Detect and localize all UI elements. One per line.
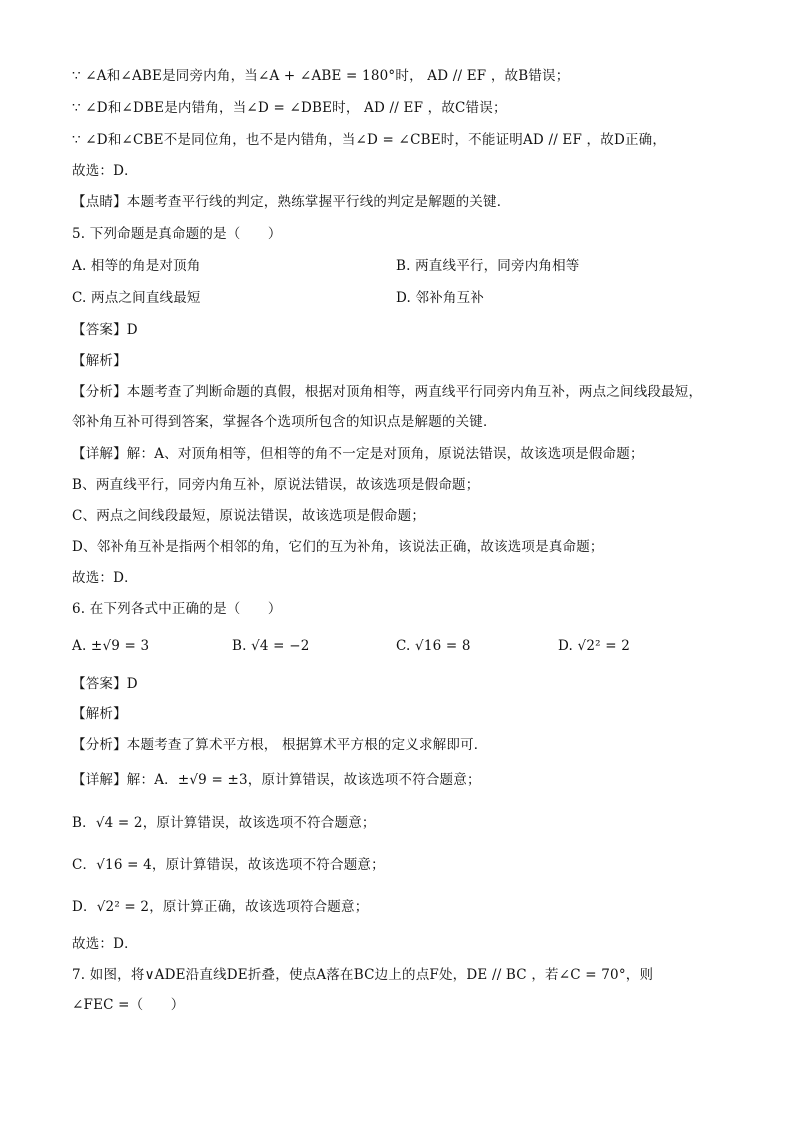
text-line: ∵ ∠A和∠ABE是同旁内角，当∠A + ∠ABE = 180°时， AD // EF ，故B错误； — [72, 68, 570, 84]
text-line: ∵ ∠D和∠DBE是内错角，当∠D = ∠DBE时， AD // EF ，故C错误； — [72, 100, 507, 116]
text-line: 【分析】本题考查了判断命题的真假，根据对顶角相等，两直线平行同旁内角互补，两点之间线段最短， — [72, 384, 703, 400]
analysis-label: 【解析】 — [72, 706, 127, 722]
q5-option-d: D. 邻补角互补 — [396, 290, 485, 306]
analysis-label: 【解析】 — [72, 353, 127, 369]
text-line: C、两点之间线段最短，原说法错误，故该选项是假命题； — [72, 508, 426, 524]
q6-option-a: A. ±√9 = 3 — [72, 638, 150, 654]
answer-label: 【答案】D — [72, 676, 138, 692]
q6-option-c: C. √16 = 8 — [396, 638, 471, 654]
q5-option-b: B. 两直线平行，同旁内角相等 — [396, 258, 580, 274]
q6-option-d: D. √2² = 2 — [558, 638, 631, 654]
question-7: 7. 如图，将∨ADE沿直线DE折叠，使点A落在BC边上的点F处，DE // BC ，若∠C = 70°，则 — [72, 967, 654, 983]
text-line: 邻补角互补可得到答案，掌握各个选项所包含的知识点是解题的关键． — [72, 414, 497, 430]
q6-option-b: B. √4 = −2 — [232, 638, 310, 654]
question-5: 5. 下列命题是真命题的是（ ） — [72, 226, 282, 242]
q5-option-c: C. 两点之间直线最短 — [72, 290, 201, 306]
text-line: ∠FEC =（ ） — [72, 997, 185, 1013]
text-line: 【详解】解：A．±√9 = ±3，原计算错误，故该选项不符合题意； — [72, 772, 481, 788]
text-line: 【点睛】本题考查平行线的判定，熟练掌握平行线的判定是解题的关键． — [72, 194, 511, 210]
text-line: ∵ ∠D和∠CBE不是同位角，也不是内错角，当∠D = ∠CBE时，不能证明AD // EF ，故D正确， — [72, 132, 667, 148]
text-line: 故选：D． — [72, 163, 138, 179]
text-line: 【分析】本题考查了算术平方根， 根据算术平方根的定义求解即可． — [72, 737, 488, 753]
text-line: B．√4 = 2，原计算错误，故该选项不符合题意； — [72, 815, 376, 831]
text-line: 【详解】解：A、对顶角相等，但相等的角不一定是对顶角，原说法错误，故该选项是假命题； — [72, 446, 644, 462]
text-line: B、两直线平行，同旁内角互补，原说法错误，故该选项是假命题； — [72, 477, 480, 493]
text-line: C．√16 = 4，原计算错误，故该选项不符合题意； — [72, 857, 385, 873]
q5-option-a: A. 相等的角是对顶角 — [72, 258, 201, 274]
answer-label: 【答案】D — [72, 322, 138, 338]
text-line: 故选：D． — [72, 936, 138, 952]
text-line: D、邻补角互补是指两个相邻的角，它们的互为补角，该说法正确，故该选项是真命题； — [72, 539, 604, 555]
text-line: D．√2² = 2，原计算正确，故该选项符合题意； — [72, 899, 369, 915]
question-6: 6. 在下列各式中正确的是（ ） — [72, 601, 282, 617]
text-line: 故选：D． — [72, 570, 138, 586]
